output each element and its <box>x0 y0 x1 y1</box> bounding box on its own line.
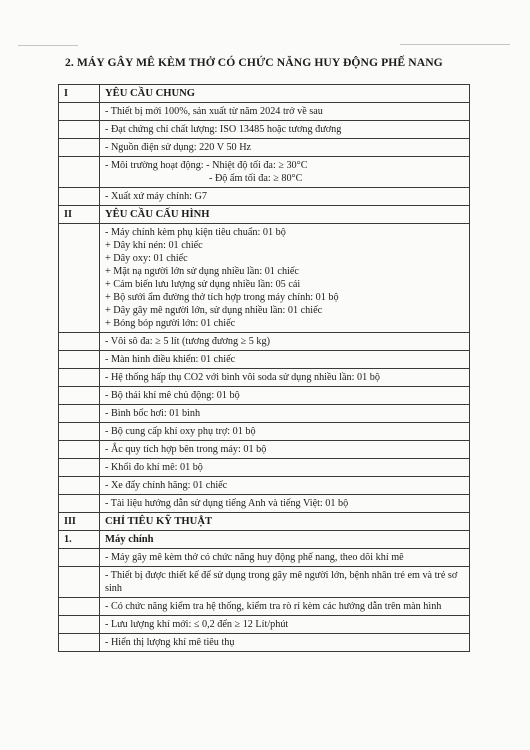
table-row <box>59 387 470 405</box>
requirement-line: - Có chức năng kiểm tra hệ thống, kiểm tra rò rỉ kèm các hướng dẫn trên màn hình <box>105 601 442 612</box>
requirement-line: - Thiết bị mới 100%, sản xuất từ năm 2024 trở về sau <box>105 106 323 117</box>
empty-number-cell <box>59 405 100 423</box>
requirement-cell <box>100 103 470 121</box>
section-header-row <box>59 206 470 224</box>
requirement-line: - Tài liệu hướng dẫn sử dụng tiếng Anh và tiếng Việt: 01 bộ <box>105 498 349 509</box>
requirement-line: - Ắc quy tích hợp bên trong máy: 01 bộ <box>105 444 267 455</box>
requirement-cell <box>100 495 470 513</box>
requirement-cell <box>100 369 470 387</box>
requirement-line: - Môi trường hoạt động: - Nhiệt độ tối đa: ≥ 30°C <box>105 160 308 171</box>
requirement-cell <box>100 333 470 351</box>
requirement-line: - Hiển thị lượng khí mê tiêu thụ <box>105 637 235 648</box>
empty-number-cell <box>59 477 100 495</box>
requirement-line: - Thiết bị được thiết kế để sử dụng trong gây mê người lớn, bệnh nhân trẻ em và trẻ sơ sinh <box>105 570 458 594</box>
document-title: 2. MÁY GÂY MÊ KÈM THỞ CÓ CHỨC NĂNG HUY ĐỘNG PHẾ NANG <box>65 56 443 69</box>
requirement-cell <box>100 477 470 495</box>
table-row <box>59 598 470 616</box>
empty-number-cell <box>59 333 100 351</box>
requirement-line: - Vôi sô đa: ≥ 5 lít (tương đương ≥ 5 kg) <box>105 336 270 347</box>
requirement-line: + Bộ sưởi ẩm đường thở tích hợp trong máy chính: 01 bộ <box>105 292 339 303</box>
empty-number-cell <box>59 634 100 652</box>
empty-number-cell <box>59 387 100 405</box>
empty-number-cell <box>59 139 100 157</box>
empty-number-cell <box>59 224 100 333</box>
requirement-line: + Dây oxy: 01 chiếc <box>105 253 188 264</box>
requirement-line: - Hệ thống hấp thụ CO2 với bình vôi soda sử dụng nhiều lần: 01 bộ <box>105 372 380 383</box>
empty-number-cell <box>59 369 100 387</box>
section-header-row <box>59 531 470 549</box>
table-row <box>59 139 470 157</box>
empty-number-cell <box>59 157 100 188</box>
requirement-line: - Bộ thải khí mê chủ động: 01 bộ <box>105 390 240 401</box>
section-title: Máy chính <box>100 531 470 549</box>
requirement-line: + Cảm biến lưu lượng sử dụng nhiều lần: 05 cái <box>105 279 301 290</box>
requirement-line: - Màn hình điều khiển: 01 chiếc <box>105 354 236 365</box>
empty-number-cell <box>59 459 100 477</box>
requirement-line: - Bình bốc hơi: 01 bình <box>105 408 201 419</box>
requirement-cell <box>100 598 470 616</box>
requirement-cell <box>100 441 470 459</box>
empty-number-cell <box>59 103 100 121</box>
empty-number-cell <box>59 567 100 598</box>
requirement-cell <box>100 188 470 206</box>
requirement-cell <box>100 121 470 139</box>
requirement-line: - Xuất xứ máy chính: G7 <box>105 191 207 202</box>
table-row <box>59 495 470 513</box>
requirement-cell <box>100 567 470 598</box>
empty-number-cell <box>59 495 100 513</box>
requirement-line: - Máy gây mê kèm thở có chức năng huy động phế nang, theo dõi khí mê <box>105 552 404 563</box>
requirement-cell <box>100 405 470 423</box>
requirement-cell <box>100 423 470 441</box>
table-row <box>59 103 470 121</box>
requirement-cell <box>100 459 470 477</box>
table-row <box>59 188 470 206</box>
requirement-line: - Nguồn điện sử dụng: 220 V 50 Hz <box>105 142 252 153</box>
table-row <box>59 369 470 387</box>
requirement-line: - Máy chính kèm phụ kiện tiêu chuẩn: 01 bộ <box>105 227 286 238</box>
requirement-cell <box>100 224 470 333</box>
empty-number-cell <box>59 441 100 459</box>
table-row <box>59 477 470 495</box>
requirement-line: + Mặt nạ người lớn sử dụng nhiều lần: 01 chiếc <box>105 266 299 277</box>
table-row <box>59 634 470 652</box>
requirement-cell <box>100 157 470 188</box>
spec-table <box>58 84 470 652</box>
requirement-line: + Dây gây mê người lớn, sử dụng nhiều lần: 01 chiếc <box>105 305 323 316</box>
table-row <box>59 567 470 598</box>
section-title: YÊU CẦU CHUNG <box>100 85 470 103</box>
section-number: 1. <box>59 531 100 549</box>
table-row <box>59 224 470 333</box>
empty-number-cell <box>59 188 100 206</box>
requirement-line: - Khối đo khí mê: 01 bộ <box>105 462 203 473</box>
table-row <box>59 616 470 634</box>
table-row <box>59 459 470 477</box>
requirement-line: + Bóng bóp người lớn: 01 chiếc <box>105 318 236 329</box>
section-number: I <box>59 85 100 103</box>
requirement-line: + Dây khí nén: 01 chiếc <box>105 240 203 251</box>
table-row <box>59 549 470 567</box>
requirement-cell <box>100 634 470 652</box>
table-row <box>59 441 470 459</box>
table-row <box>59 405 470 423</box>
section-number: III <box>59 513 100 531</box>
empty-number-cell <box>59 351 100 369</box>
scan-artifact-right <box>400 44 510 45</box>
requirement-cell <box>100 549 470 567</box>
empty-number-cell <box>59 616 100 634</box>
requirement-line: - Độ ẩm tối đa: ≥ 80°C <box>209 173 303 184</box>
empty-number-cell <box>59 121 100 139</box>
section-header-row <box>59 85 470 103</box>
requirement-line: - Bộ cung cấp khí oxy phụ trợ: 01 bộ <box>105 426 256 437</box>
requirement-cell <box>100 351 470 369</box>
empty-number-cell <box>59 549 100 567</box>
empty-number-cell <box>59 598 100 616</box>
requirement-cell <box>100 139 470 157</box>
requirement-line: - Xe đẩy chính hãng: 01 chiếc <box>105 480 228 491</box>
table-row <box>59 351 470 369</box>
table-row <box>59 423 470 441</box>
section-number: II <box>59 206 100 224</box>
requirement-line: - Đạt chứng chỉ chất lượng: ISO 13485 hoặc tương đương <box>105 124 342 135</box>
empty-number-cell <box>59 423 100 441</box>
requirement-cell <box>100 387 470 405</box>
requirement-line: - Lưu lượng khí mới: ≤ 0,2 đến ≥ 12 Lít/phút <box>105 619 289 630</box>
table-row <box>59 157 470 188</box>
section-header-row <box>59 513 470 531</box>
scan-artifact-left <box>18 45 78 46</box>
requirement-cell <box>100 616 470 634</box>
section-title: CHỈ TIÊU KỸ THUẬT <box>100 513 470 531</box>
table-row <box>59 333 470 351</box>
table-row <box>59 121 470 139</box>
section-title: YÊU CẦU CẤU HÌNH <box>100 206 470 224</box>
